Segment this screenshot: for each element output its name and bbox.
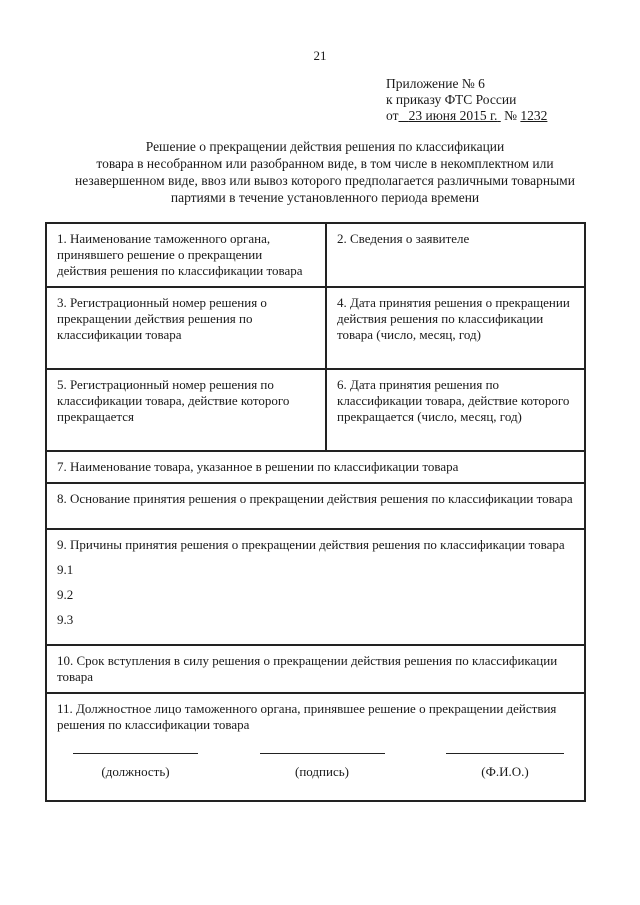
field-9-1: 9.1	[57, 562, 74, 577]
appendix-header	[386, 76, 547, 124]
signature-line	[260, 753, 385, 754]
field-5-classification-reg-number: 5. Регистрационный номер решения по классификации товара, действие которого прекращается	[46, 369, 326, 451]
field-6-classification-date: 6. Дата принятия решения по классификации товара, действие которого прекращается (число, месяц, год)	[326, 369, 585, 451]
name-label: (Ф.И.О.)	[481, 764, 529, 779]
field-11-label: 11. Должностное лицо таможенного органа, принявшее решение о прекращении действия решения по классификации товара	[57, 701, 557, 732]
appendix-date: 23 июня 2015 г.	[408, 108, 498, 123]
title-line3: незавершенном виде, ввоз или вывоз которого предполагается различными товарными	[75, 173, 575, 188]
name-line	[446, 753, 564, 754]
position-line	[73, 753, 198, 754]
field-1-customs-authority: 1. Наименование таможенного органа, принявшего решение о прекращении действия решения по классификации товара	[46, 223, 326, 287]
decision-form-table	[45, 222, 586, 802]
signature-row	[57, 753, 574, 780]
document-title	[70, 138, 580, 206]
title-line4: партиями в течение установленного периода времени	[170, 190, 480, 205]
field-4-termination-date: 4. Дата принятия решения о прекращении действия решения по классификации товара (число, месяц, год)	[326, 287, 585, 369]
field-9-reasons	[46, 529, 585, 645]
field-9-2: 9.2	[57, 587, 74, 602]
field-7-goods-name: 7. Наименование товара, указанное в решении по классификации товара	[46, 451, 585, 483]
page-number: 21	[313, 48, 327, 63]
field-8-basis: 8. Основание принятия решения о прекращении действия решения по классификации товара	[46, 483, 585, 529]
field-10-effective-date: 10. Срок вступления в силу решения о прекращении действия решения по классификации товара	[46, 645, 585, 693]
field-9-3: 9.3	[57, 612, 74, 627]
field-9-label: 9. Причины принятия решения о прекращении действия решения по классификации товара	[57, 537, 565, 552]
position-label: (должность)	[101, 764, 170, 779]
title-line2: товара в несобранном или разобранном виде, в том числе в некомплектном или	[96, 156, 554, 171]
field-2-applicant-info: 2. Сведения о заявителе	[326, 223, 585, 287]
appendix-number: 1232	[520, 108, 548, 123]
title-line1: Решение о прекращении действия решения по классификации	[145, 139, 505, 154]
appendix-number-label: №	[504, 108, 518, 123]
appendix-from: от	[386, 108, 399, 123]
field-3-termination-reg-number: 3. Регистрационный номер решения о прекращении действия решения по классификации товара	[46, 287, 326, 369]
position-signature-block	[73, 753, 198, 780]
appendix-line1: Приложение № 6	[386, 76, 485, 91]
signature-label: (подпись)	[295, 764, 349, 779]
field-11-official	[46, 693, 585, 801]
name-signature-block	[446, 753, 564, 780]
signature-block	[260, 753, 385, 780]
appendix-line3	[386, 108, 547, 124]
appendix-line2: к приказу ФТС России	[386, 92, 517, 107]
